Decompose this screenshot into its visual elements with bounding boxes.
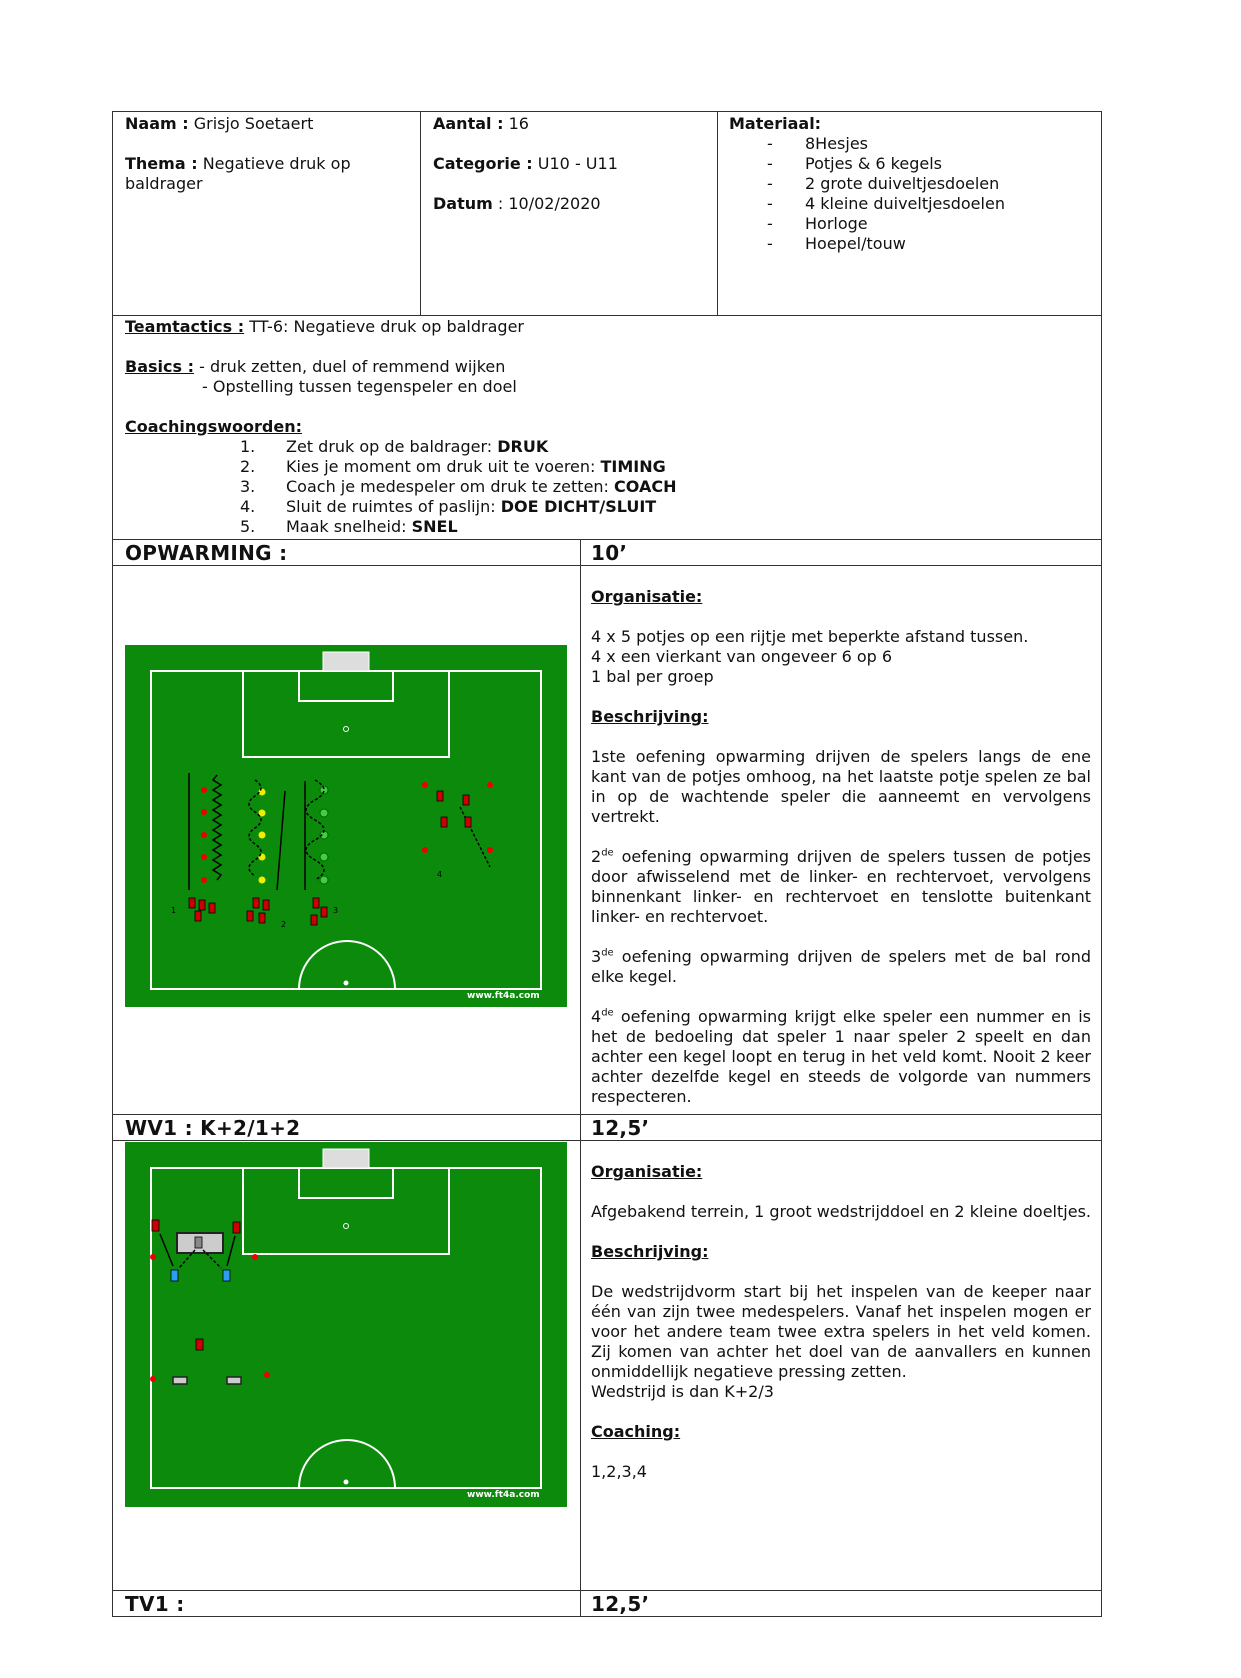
header-name-cell [125, 114, 410, 194]
tactics-cell [125, 317, 1085, 537]
divider [717, 112, 718, 315]
label-3: 3 [333, 906, 339, 915]
list-item: - Potjes & 6 kegels [767, 154, 942, 173]
wv1-title: WV1 : K+2/1+2 [125, 1116, 301, 1140]
beschrijving-label: Beschrijving: [591, 1242, 709, 1261]
coaching-label: Coachingswoorden: [125, 417, 303, 436]
datum-label: Datum [433, 194, 493, 213]
organisatie-text: Afgebakend terrein, 1 groot wedstrijddoel en 2 kleine doeltjes. [591, 1202, 1091, 1221]
paragraph-1: 1ste oefening opwarming drijven de spelers langs de ene kant van de potjes omhoog, na het laatste potje spelen ze bal in op de wachtende speler die aanneemt en vervolgens vertrekt. [591, 747, 1091, 826]
materiaal-list [729, 134, 1089, 254]
divider [113, 565, 1101, 566]
label-1: 1 [171, 906, 177, 915]
session-sheet [112, 111, 1102, 1617]
list-item: 4. Sluit de ruimtes of paslijn: DOE DICHT/SLUIT [240, 497, 657, 516]
divider [113, 315, 1101, 316]
naam-label: Naam : [125, 114, 189, 133]
wedstrijd-line: Wedstrijd is dan K+2/3 [591, 1382, 774, 1401]
center-spot [344, 981, 349, 986]
small-goal [227, 1377, 241, 1384]
coaching-text: 1,2,3,4 [591, 1462, 647, 1481]
wv1-text [591, 1162, 1091, 1482]
list-item: - 4 kleine duiveltjesdoelen [767, 194, 1005, 213]
list-item: 1. Zet druk op de baldrager: DRUK [240, 437, 549, 456]
goal [323, 1149, 369, 1168]
materiaal-label: Materiaal: [729, 114, 822, 133]
teamtactics-label: Teamtactics : [125, 317, 245, 336]
beschrijving-text: De wedstrijdvorm start bij het inspelen van de keeper naar één van zijn twee medespelers. Vanaf het inspelen mogen er voor het andere team twee extra spelers in het veld komen. Zij komen van achter het doel van de aanvallers en kunnen onmiddellijk negatieve pressing zetten. [591, 1282, 1091, 1381]
header-materiaal-cell [729, 114, 1089, 254]
divider [420, 112, 421, 315]
divider [113, 1590, 1101, 1591]
divider [113, 1114, 1101, 1115]
small-goal [173, 1377, 187, 1384]
list-item: - Hoepel/touw [767, 234, 906, 253]
categorie-label: Categorie : [433, 154, 533, 173]
list-item: - 2 grote duiveltjesdoelen [767, 174, 1000, 193]
organisatie-label: Organisatie: [591, 1162, 703, 1181]
opwarming-diagram [125, 645, 567, 1007]
list-item: 2. Kies je moment om druk uit te voeren: TIMING [240, 457, 666, 476]
organisatie-line: 1 bal per groep [591, 667, 714, 686]
wv1-diagram [125, 1142, 567, 1507]
organisatie-label: Organisatie: [591, 587, 703, 606]
coaching-label: Coaching: [591, 1422, 681, 1441]
divider [113, 539, 1101, 540]
beschrijving-label: Beschrijving: [591, 707, 709, 726]
center-spot [344, 1480, 349, 1485]
opwarming-title: OPWARMING : [125, 541, 288, 565]
paragraph-2: 2de oefening opwarming drijven de spelers tussen de potjes door afwisselend met de linker- en rechtervoet, vervolgens binnenkant linker- en rechtervoet en tenslotte buitenkant linker- en rechtervoet. [591, 847, 1091, 926]
categorie-value: U10 - U11 [537, 154, 618, 173]
divider [580, 539, 581, 1617]
divider [113, 1140, 1101, 1141]
pitch [125, 1142, 567, 1507]
basics-label: Basics : [125, 357, 194, 376]
thema-label: Thema : [125, 154, 198, 173]
opwarming-time: 10’ [591, 541, 628, 565]
label-4: 4 [437, 870, 443, 879]
datum-value: : 10/02/2020 [497, 194, 601, 213]
tv1-time: 12,5’ [591, 1592, 650, 1616]
opwarming-text [591, 587, 1091, 1107]
goal [323, 652, 369, 671]
paragraph-4: 4de oefening opwarming krijgt elke speler een nummer en is het de bedoeling dat speler 1 naar speler 2 speelt en dan achter een kegel loopt en terug in het veld komt. Nooit 2 keer achter dezelfde kegel en steeds de volgorde van nummers respecteren. [591, 1007, 1091, 1106]
label-2: 2 [281, 920, 287, 929]
thema-value: Negatieve druk op baldrager [125, 154, 351, 193]
list-item: 5. Maak snelheid: SNEL [240, 517, 458, 536]
aantal-value: 16 [508, 114, 529, 133]
paragraph-3: 3de oefening opwarming drijven de spelers met de bal rond elke kegel. [591, 947, 1091, 986]
header-meta-cell [433, 114, 708, 214]
list-item: 3. Coach je medespeler om druk te zetten: COACH [240, 477, 677, 496]
naam-value: Grisjo Soetaert [193, 114, 314, 133]
organisatie-line: 4 x een vierkant van ongeveer 6 op 6 [591, 647, 893, 666]
coaching-list [125, 437, 1085, 537]
list-item: - Horloge [767, 214, 868, 233]
organisatie-line: 4 x 5 potjes op een rijtje met beperkte afstand tussen. [591, 627, 1029, 646]
watermark: www.ft4a.com [467, 1490, 540, 1500]
wv1-time: 12,5’ [591, 1116, 650, 1140]
tv1-title: TV1 : [125, 1592, 185, 1616]
watermark: www.ft4a.com [467, 991, 540, 1001]
list-item: - 8Hesjes [767, 134, 869, 153]
aantal-label: Aantal : [433, 114, 504, 133]
basics-line: - druk zetten, duel of remmend wijken [199, 357, 506, 376]
pitch [125, 645, 567, 1007]
teamtactics-value: TT-6: Negatieve druk op baldrager [249, 317, 524, 336]
basics-line: - Opstelling tussen tegenspeler en doel [202, 377, 517, 396]
